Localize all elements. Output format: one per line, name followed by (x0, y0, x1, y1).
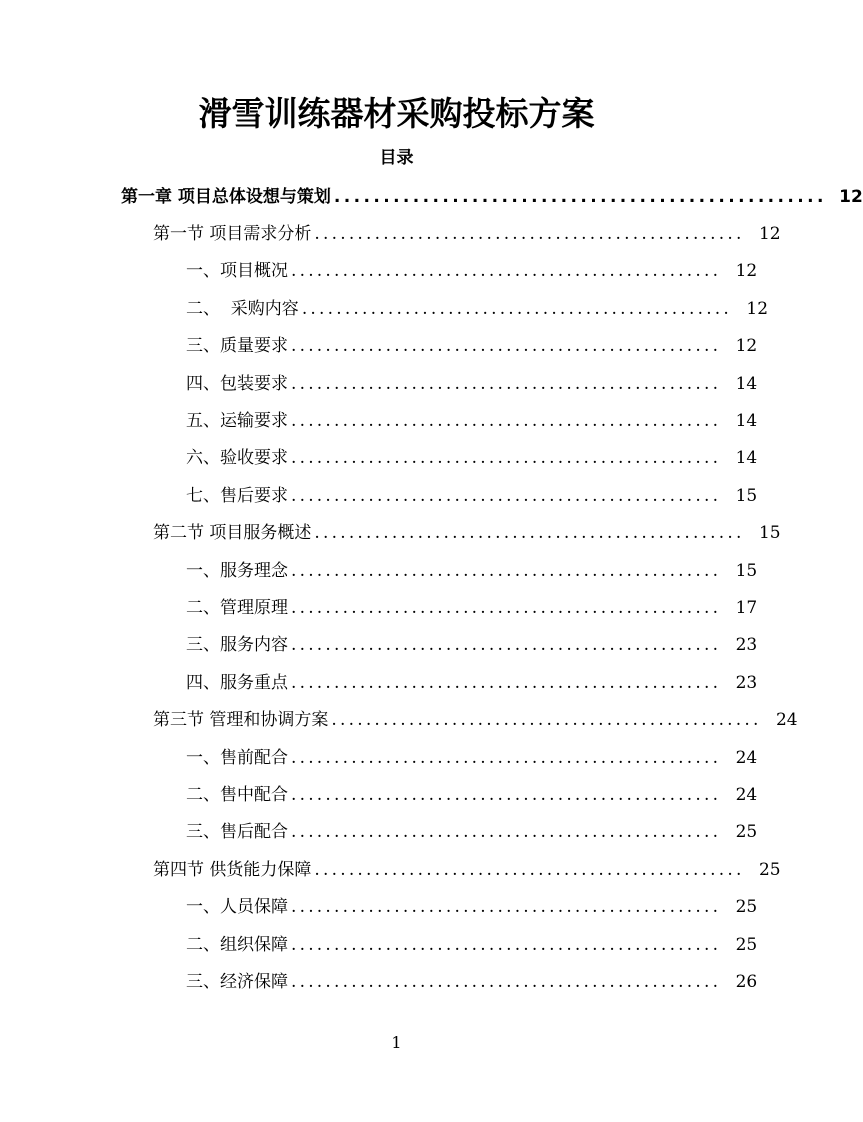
toc-entry-page: 12 (735, 261, 758, 282)
toc-entry-label: 一、项目概况 (186, 261, 288, 282)
toc-entry[interactable] (121, 178, 863, 215)
toc-entry[interactable] (153, 701, 798, 738)
toc-entry-label: 四、服务重点 (186, 672, 288, 693)
toc-entry[interactable] (186, 402, 758, 439)
toc-entry-page: 24 (735, 784, 758, 805)
toc-entry-label: 二、管理原理 (186, 597, 288, 618)
toc-entry[interactable] (186, 888, 758, 925)
toc-entry-page: 25 (735, 934, 758, 955)
toc-entry[interactable] (153, 215, 781, 252)
toc-entry[interactable] (186, 926, 758, 963)
toc-entry[interactable] (186, 365, 758, 402)
toc-entry-page: 14 (735, 411, 758, 432)
toc-dot-leader: .................................................. (291, 261, 722, 282)
toc-dot-leader: .................................................. (291, 897, 722, 918)
toc-entry[interactable] (186, 963, 758, 1000)
toc-entry-label: 一、售前配合 (186, 747, 288, 768)
toc-entry[interactable] (153, 851, 781, 888)
toc-entry-page: 12 (758, 224, 781, 245)
toc-entry-label: 第三节 管理和协调方案 (153, 710, 329, 731)
toc-dot-leader: .................................................. (291, 635, 722, 656)
toc-entry-page: 23 (735, 635, 758, 656)
toc-entry[interactable] (186, 440, 758, 477)
toc-entry[interactable] (186, 814, 758, 851)
toc-entry-page: 17 (735, 597, 758, 618)
toc-entry[interactable] (186, 328, 758, 365)
toc-entry-label: 三、售后配合 (186, 822, 288, 843)
table-of-contents (0, 178, 863, 1001)
toc-dot-leader: .................................................. (314, 523, 745, 544)
toc-entry[interactable] (186, 627, 758, 664)
toc-entry-page: 25 (735, 897, 758, 918)
toc-dot-leader: .................................................. (314, 224, 745, 245)
toc-entry-label: 七、售后要求 (186, 485, 288, 506)
document-title: 滑雪训练器材采购投标方案 (198, 94, 595, 133)
toc-entry-page: 14 (735, 448, 758, 469)
toc-dot-leader: .................................................. (291, 784, 722, 805)
toc-entry-label: 一、人员保障 (186, 897, 288, 918)
toc-entry[interactable] (186, 739, 758, 776)
toc-entry-page: 24 (775, 710, 798, 731)
toc-dot-leader: .................................................. (291, 971, 722, 992)
toc-entry[interactable] (186, 290, 769, 327)
toc-dot-leader: .................................................. (291, 336, 722, 357)
toc-entry-label: 二、 采购内容 (186, 298, 299, 319)
toc-entry-label: 二、组织保障 (186, 934, 288, 955)
toc-entry-page: 26 (735, 971, 758, 992)
toc-entry-page: 12 (746, 298, 769, 319)
toc-dot-leader: .................................................. (331, 710, 762, 731)
toc-dot-leader: .................................................. (291, 485, 722, 506)
toc-dot-leader: .................................................. (291, 672, 722, 693)
toc-dot-leader: .................................................. (314, 859, 745, 880)
toc-dot-leader: .................................................. (291, 560, 722, 581)
toc-entry[interactable] (153, 515, 781, 552)
toc-dot-leader: .................................................. (291, 747, 722, 768)
toc-entry-page: 25 (735, 822, 758, 843)
toc-entry-label: 二、售中配合 (186, 784, 288, 805)
toc-entry-page: 15 (735, 560, 758, 581)
toc-entry-page: 24 (735, 747, 758, 768)
toc-dot-leader: .................................................. (291, 373, 722, 394)
toc-dot-leader: .................................................. (291, 822, 722, 843)
toc-entry-label: 三、服务内容 (186, 635, 288, 656)
toc-entry[interactable] (186, 552, 758, 589)
toc-entry-page: 14 (735, 373, 758, 394)
toc-heading: 目录 (379, 148, 414, 168)
toc-dot-leader: .................................................. (301, 298, 733, 319)
toc-entry-page: 15 (758, 523, 781, 544)
toc-entry[interactable] (186, 776, 758, 813)
toc-entry-label: 三、质量要求 (186, 336, 288, 357)
toc-dot-leader: .................................................. (291, 448, 722, 469)
toc-entry-label: 五、运输要求 (186, 411, 288, 432)
toc-entry-label: 第一节 项目需求分析 (153, 224, 312, 245)
page-number: 1 (391, 1033, 402, 1052)
toc-dot-leader: .................................................. (291, 411, 722, 432)
toc-entry-label: 第二节 项目服务概述 (153, 523, 312, 544)
toc-entry[interactable] (186, 589, 758, 626)
toc-entry[interactable] (186, 253, 758, 290)
toc-dot-leader: .................................................. (291, 934, 722, 955)
toc-entry-label: 第四节 供货能力保障 (153, 859, 312, 880)
toc-entry-label: 第一章 项目总体设想与策划 (121, 186, 331, 207)
toc-entry[interactable] (186, 664, 758, 701)
toc-dot-leader: .................................................. (333, 186, 827, 207)
toc-entry-page: 25 (758, 859, 781, 880)
toc-entry[interactable] (186, 477, 758, 514)
toc-entry-page: 15 (735, 485, 758, 506)
toc-entry-page: 23 (735, 672, 758, 693)
toc-entry-label: 三、经济保障 (186, 971, 288, 992)
toc-entry-page: 12 (735, 336, 758, 357)
toc-entry-page: 12 (839, 186, 863, 207)
toc-entry-label: 六、验收要求 (186, 448, 288, 469)
toc-entry-label: 四、包装要求 (186, 373, 288, 394)
toc-entry-label: 一、服务理念 (186, 560, 288, 581)
toc-dot-leader: .................................................. (291, 597, 722, 618)
